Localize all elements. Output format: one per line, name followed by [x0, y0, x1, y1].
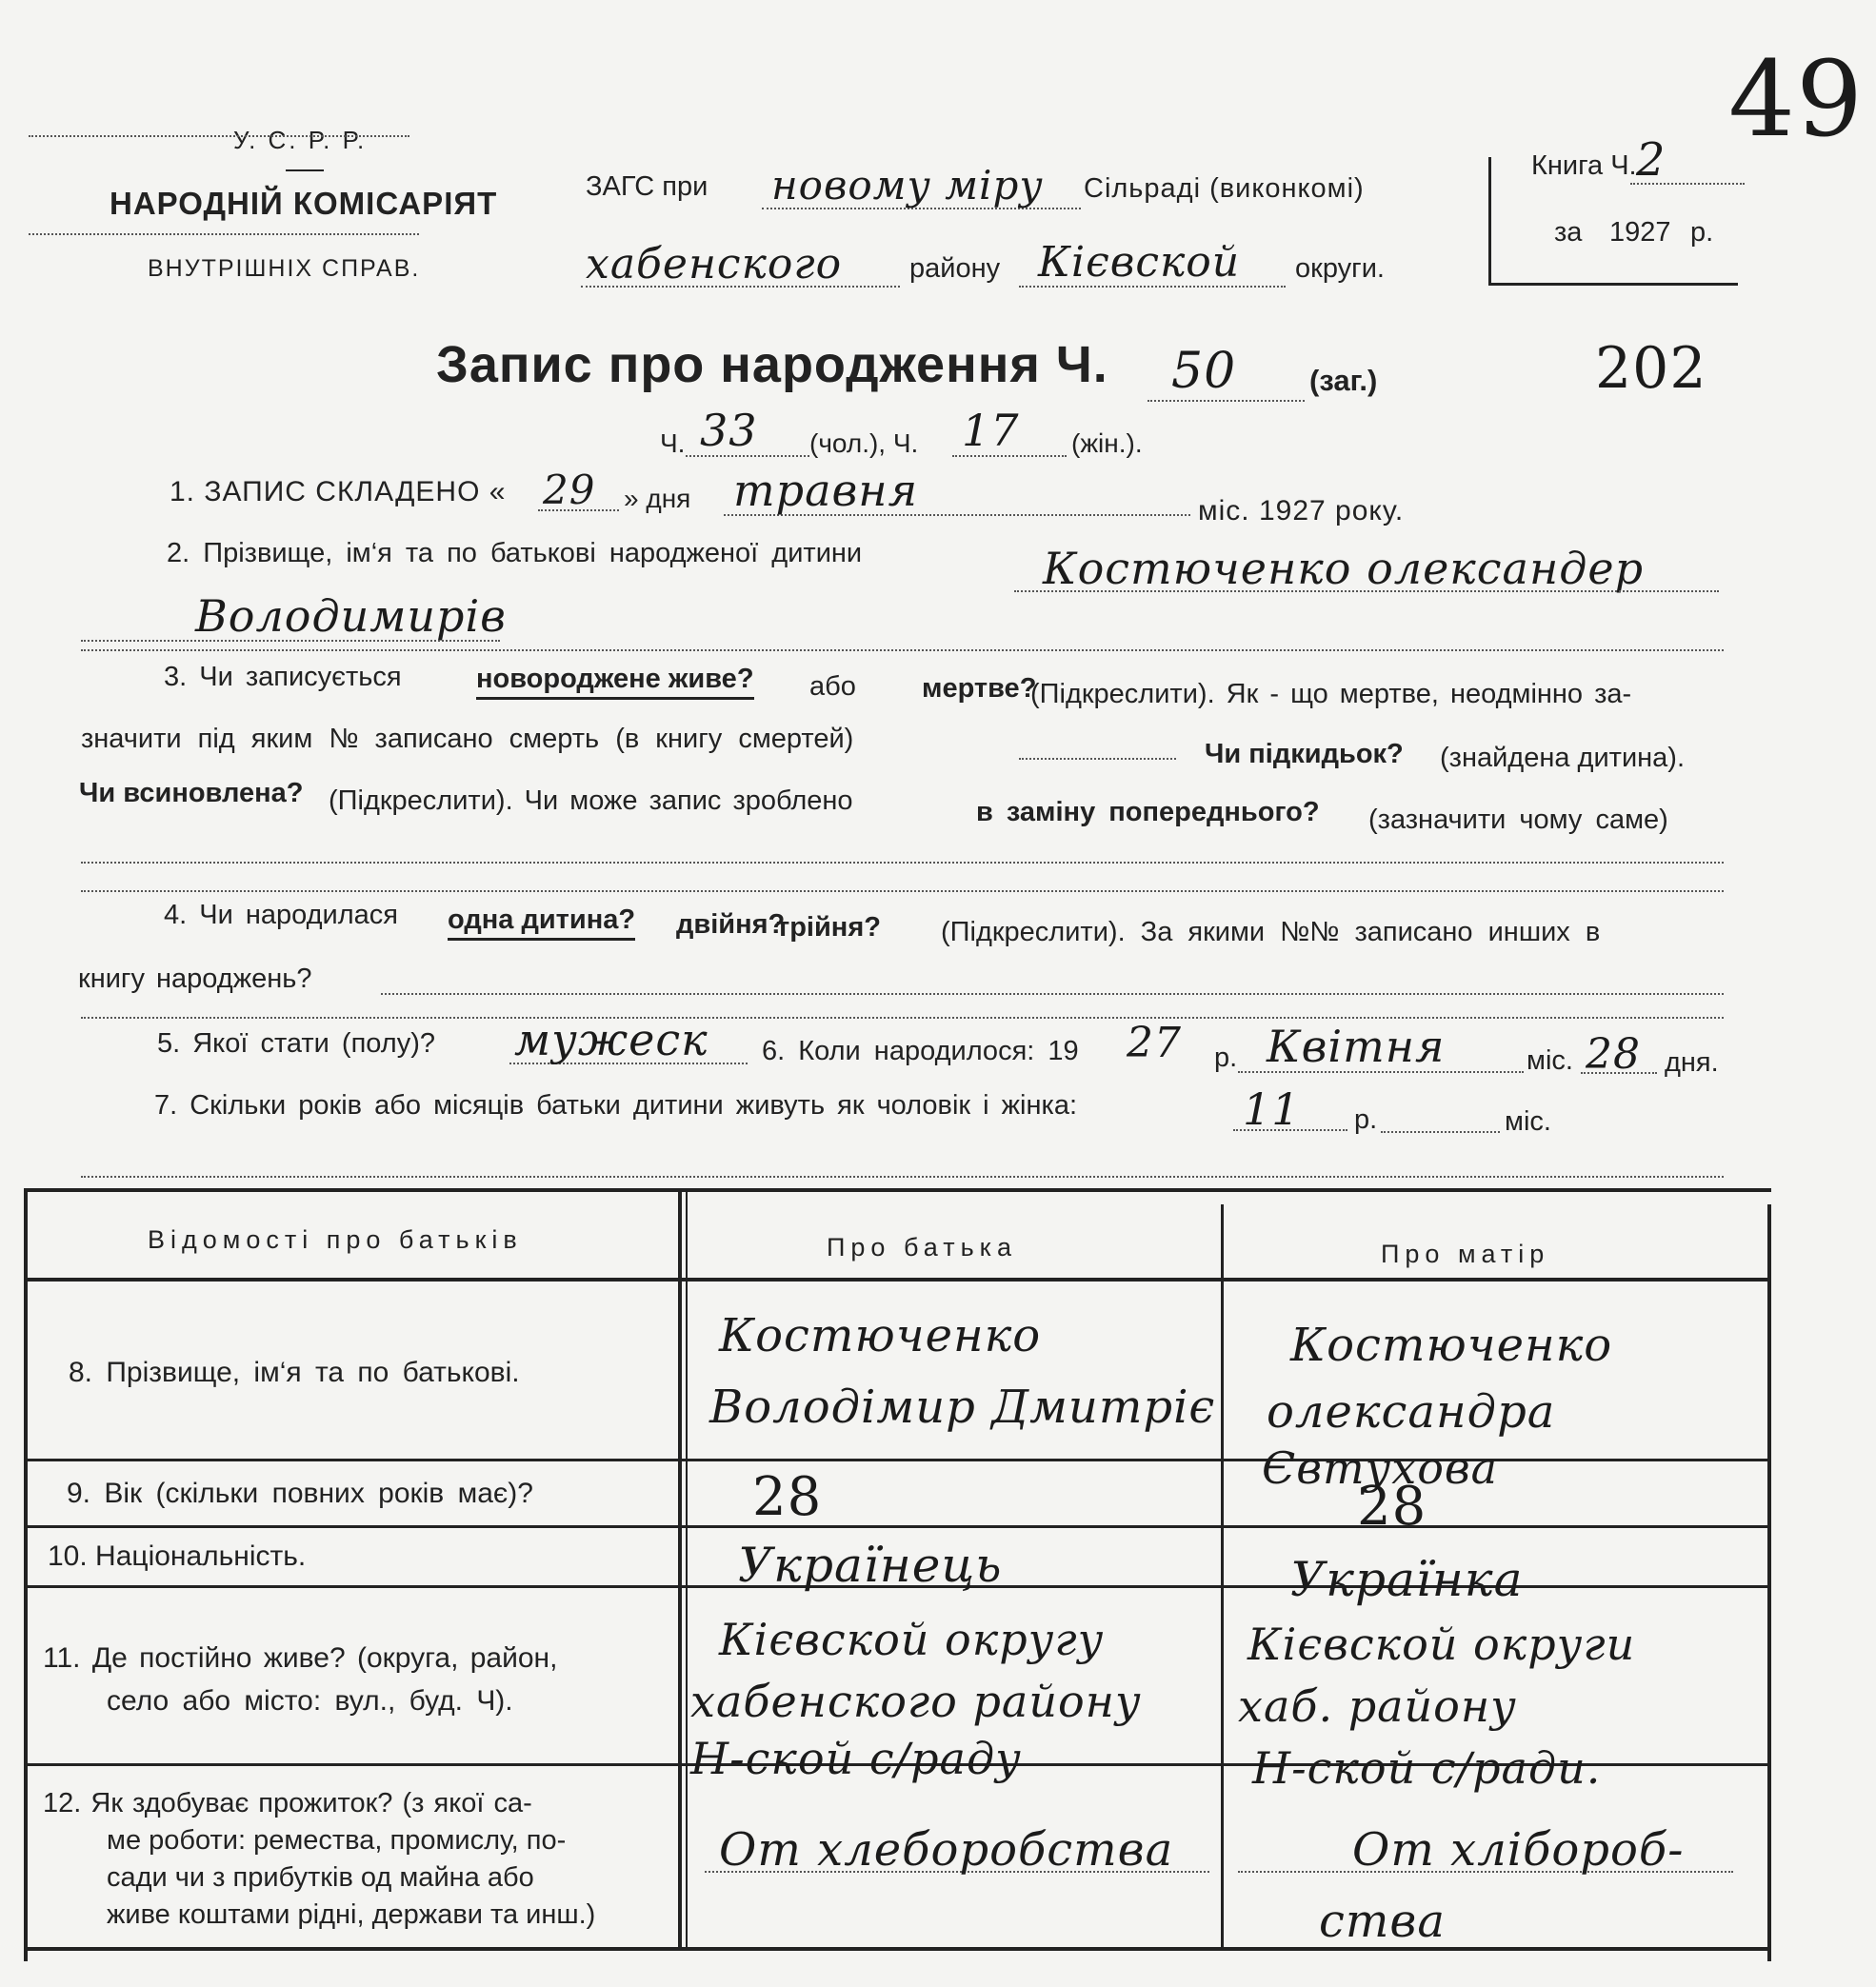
commissariat-subtitle: ВНУТРІШНІХ СПРАВ. — [148, 255, 421, 282]
q4-twins-option: двійня? — [676, 909, 786, 940]
row12-label-line4: живе коштами рідні, держави та инш.) — [107, 1899, 596, 1930]
q4-one-option: одна дитина? — [448, 904, 635, 941]
table-left-border — [24, 1188, 28, 1961]
header-top-rule — [29, 135, 409, 137]
record-number-line — [1148, 400, 1305, 402]
q3-foundling: Чи підкидьок? — [1205, 739, 1404, 769]
row12-label-line2: ме роботи: ремества, промислу, по- — [107, 1825, 567, 1856]
q3-replace: в заміну попереднього? — [976, 797, 1320, 827]
table-header-father: Про батька — [827, 1233, 1018, 1262]
table-header-rule — [24, 1278, 1771, 1282]
book-label: Книга Ч. — [1531, 150, 1637, 181]
q3-line2: значити під яким № записано смерть (в книгу смертей) — [81, 724, 854, 754]
book-box-bottom — [1488, 283, 1738, 286]
table-top-border — [24, 1188, 1771, 1192]
row11-label-line1: 11. Де постійно живе? (округа, район, — [43, 1642, 558, 1674]
q6-mis: міс. — [1527, 1045, 1573, 1076]
header-left-rule — [29, 233, 419, 235]
row11-label-line2: село або місто: вул., буд. Ч). — [107, 1685, 513, 1717]
table-col-sep-1 — [678, 1190, 682, 1949]
table-bottom-border — [24, 1947, 1771, 1951]
q3-line3-end: (зазначити чому саме) — [1368, 805, 1668, 835]
book-number-line — [1630, 183, 1745, 185]
record-number: 50 — [1171, 343, 1237, 400]
q4-line2: книгу народжень? — [78, 964, 312, 994]
row8-father-line2: Володімир Дмитріє — [709, 1381, 1216, 1434]
q7-years: 11 — [1243, 1083, 1301, 1135]
q1-suffix: міс. 1927 року. — [1198, 495, 1405, 527]
row8-mother-line1: Костюченко — [1290, 1319, 1613, 1372]
q7-extra-line — [81, 1176, 1724, 1178]
q6-day: 28 — [1586, 1030, 1641, 1079]
row8-label: 8. Прізвище, ім‘я та по батькові. — [69, 1357, 520, 1388]
q3-reason-line1 — [81, 862, 1724, 864]
book-year-prefix: за — [1554, 217, 1583, 248]
q1-day: 29 — [543, 467, 596, 513]
book-year-suffix: р. — [1690, 217, 1714, 248]
q4-extra-line — [81, 1017, 1724, 1019]
row12-label-line1: 12. Як здобуває прожиток? (з якої са- — [43, 1788, 532, 1818]
q3-num: 3. Чи записується — [164, 662, 402, 692]
row9-mother: 28 — [1357, 1476, 1427, 1538]
row11-father-line3: Н-ской с/раду — [690, 1733, 1022, 1784]
q3-rest1: (Підкреслити). Як - що мертве, неодмінно за- — [1030, 679, 1632, 709]
q4-triplets-option: трійня? — [776, 912, 881, 943]
q2-line1 — [1014, 590, 1719, 592]
row11-mother-line2: хаб. району — [1238, 1680, 1517, 1732]
q4-num: 4. Чи народилася — [164, 900, 398, 930]
row10-label: 10. Національність. — [48, 1540, 307, 1572]
q5-label: 5. Якої стати (полу)? — [157, 1028, 435, 1059]
zags-prefix: ЗАГС при — [586, 171, 708, 202]
q7-label: 7. Скільки років або місяців батьки дитини живуть як чоловік і жінка: — [154, 1090, 1078, 1121]
header-divider — [286, 169, 324, 171]
zags-village-value: новому міру — [771, 162, 1044, 209]
q3-reason-line2 — [81, 890, 1724, 892]
district-value: хабенского — [586, 240, 843, 288]
table-header-mother: Про матір — [1381, 1240, 1550, 1268]
q7-r: р. — [1354, 1104, 1378, 1135]
q4-numbers-line — [381, 993, 1724, 995]
row8-mother-line3: Євтухова — [1262, 1442, 1499, 1494]
row10-father: Українець — [738, 1538, 1003, 1593]
row9-label: 9. Вік (скільки повних років має)? — [67, 1478, 533, 1509]
okruha-value: Кієвской — [1038, 238, 1241, 287]
book-box-left — [1488, 157, 1491, 286]
q3-alive-option: новороджене живе? — [476, 664, 754, 700]
row11-mother-line3: Н-ской с/ради. — [1252, 1742, 1602, 1794]
state-abbrev: У. С. Р. Р. — [233, 126, 368, 154]
side-number: 202 — [1595, 335, 1707, 402]
okruha-label: округи. — [1295, 253, 1385, 284]
row12-mother-line1: От хлібороб- — [1352, 1823, 1685, 1877]
female-number: 17 — [962, 405, 1020, 456]
row12-mother-line2: ства — [1319, 1895, 1446, 1948]
table-header-info: Відомості про батьків — [148, 1225, 523, 1254]
female-suffix: (жін.). — [1071, 428, 1143, 458]
q1-prefix: 1. ЗАПИС СКЛАДЕНО « — [170, 476, 507, 507]
commissariat-title: НАРОДНІЙ КОМІСАРІЯТ — [110, 186, 498, 221]
male-prefix: Ч. — [660, 428, 686, 458]
male-number: 33 — [700, 405, 758, 456]
q1-month: травня — [733, 465, 919, 516]
q3-or: або — [809, 671, 856, 702]
record-number-suffix: (заг.) — [1309, 364, 1378, 397]
table-row-rule-8 — [24, 1459, 1771, 1461]
q2-name-line2: Володимирів — [195, 590, 507, 642]
row9-father: 28 — [752, 1466, 823, 1528]
table-right-border — [1767, 1204, 1771, 1961]
table-col-sep-2 — [1221, 1204, 1224, 1949]
table-row-rule-9 — [24, 1525, 1771, 1528]
book-year: 1927 — [1609, 217, 1671, 248]
q3-found-note: (знайдена дитина). — [1440, 743, 1686, 773]
q1-mid: » дня — [624, 484, 691, 513]
q2-line3 — [81, 649, 1724, 651]
table-col-sep-1b — [686, 1190, 688, 1949]
q3-line3-mid: (Підкреслити). Чи може запис зроблено — [329, 785, 853, 816]
row11-father-line2: хабенского району — [690, 1676, 1142, 1727]
record-title: Запис про народження Ч. — [436, 336, 1108, 393]
q5-value: мужеск — [514, 1014, 708, 1065]
row10-mother: Українка — [1290, 1552, 1524, 1607]
row8-father-line1: Костюченко — [719, 1309, 1042, 1362]
zags-suffix: Сільраді (виконкомі) — [1084, 173, 1365, 204]
page-number: 49 — [1728, 38, 1864, 160]
q6-month: Квітня — [1267, 1021, 1446, 1072]
row11-mother-line1: Кієвской округи — [1247, 1619, 1636, 1670]
q7-mis: міс. — [1505, 1106, 1551, 1137]
q3-dead-option: мертве? — [922, 673, 1037, 704]
row12-label-line3: сади чи з прибутків од майна або — [107, 1862, 534, 1893]
row8-mother-line2: олександра — [1267, 1385, 1556, 1439]
q6-label: 6. Коли народилося: 19 — [762, 1036, 1079, 1066]
q2-line2 — [81, 640, 500, 642]
district-label: району — [909, 253, 1001, 284]
book-number: 2 — [1636, 133, 1666, 187]
row12-father: От хлеборобства — [719, 1823, 1174, 1877]
row11-father-line1: Кієвской округу — [719, 1614, 1105, 1665]
q6-r: р. — [1214, 1043, 1238, 1073]
q7-months-line — [1381, 1131, 1500, 1133]
q6-dnia: дня. — [1665, 1047, 1719, 1078]
q2-text: 2. Прізвище, ім‘я та по батькові народженої дитини — [167, 538, 863, 568]
q6-year: 27 — [1127, 1019, 1182, 1067]
q3-adopted: Чи всиновлена? — [79, 778, 304, 808]
q4-rest: (Підкреслити). За якими №№ записано инших в — [941, 917, 1601, 947]
q3-death-line — [1019, 758, 1176, 760]
male-suffix: (чол.), Ч. — [809, 428, 919, 458]
q2-name-line1: Костюченко олександер — [1043, 543, 1645, 594]
